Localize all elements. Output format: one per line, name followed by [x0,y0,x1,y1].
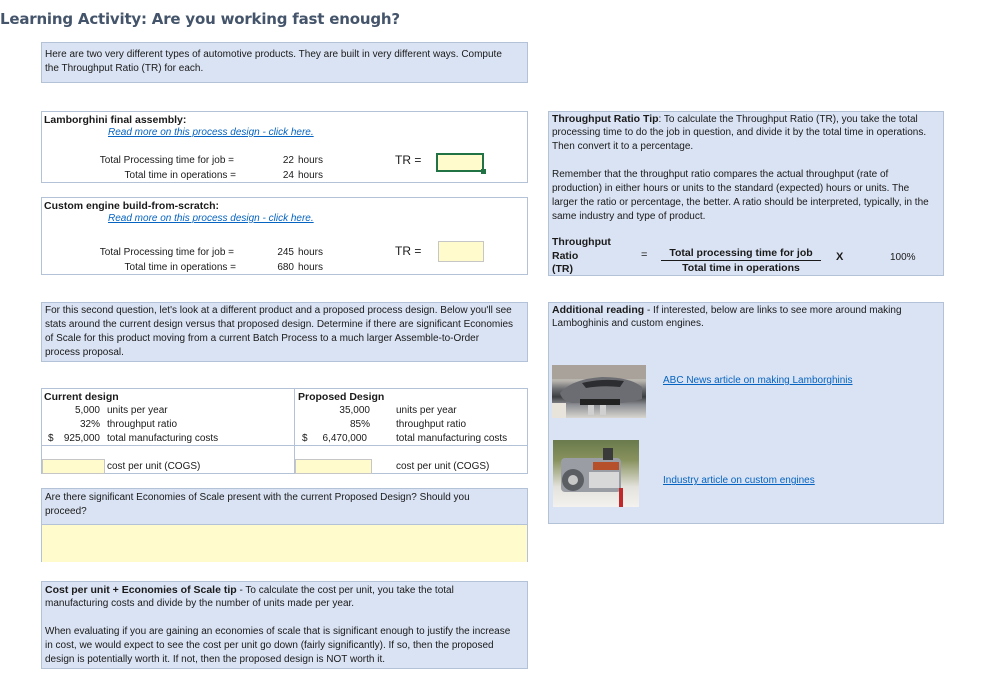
engine-tr-label: TR = [395,244,422,258]
page-title: Learning Activity: Are you working fast enough? [0,10,400,28]
lamborghini-operations-unit: hours [298,170,324,181]
lamborghini-photo[interactable] [552,365,646,418]
economies-question-box [41,488,528,562]
current-tr-label: throughput ratio [107,419,178,430]
economies-question-line-1: Are there significant Economies of Scale present with the current Proposed Design? Should you [45,492,470,503]
current-cost-symbol: $ [48,433,54,444]
second-question-line-3: of Scale for this product moving from a current Batch Process to a much larger Assemble-to-Order [45,333,480,344]
intro-line-2: the Throughput Ratio (TR) for each. [45,63,204,74]
current-design-heading: Current design [44,391,119,403]
throughput-tip-line-2: processing time to do the job in question, and divide it by the total time in operations. [552,127,927,138]
economies-question-line-2: proceed? [45,506,87,517]
lamborghini-heading: Lamborghini final assembly: [44,114,187,126]
formula-factor: 100% [890,252,916,263]
second-question-line-4: process proposal. [45,347,124,358]
additional-reading-line-1: - If interested, below are links to see more around making [644,305,902,316]
engine-operations-unit: hours [298,262,324,273]
current-cogs-label: cost per unit (COGS) [107,461,201,472]
additional-reading-line-2: Lamboghinis and custom engines. [552,318,704,329]
economies-answer-input[interactable] [42,524,527,562]
intro-box [41,42,528,83]
formula-lhs-line-1: Throughput [552,236,611,248]
engine-tr-input-cell[interactable] [438,241,484,262]
current-cost-label: total manufacturing costs [107,433,219,444]
throughput-tip-p2-line-1: Remember that the throughput ratio compares the actual throughput (rate of [552,169,889,180]
proposed-cogs-label: cost per unit (COGS) [396,461,490,472]
engine-processing-value: 245 [277,247,294,258]
proposed-cost-value: 6,470,000 [322,433,367,444]
proposed-units-value: 35,000 [339,405,370,416]
cost-tip-line-1: - To calculate the cost per unit, you take the total [236,585,454,596]
lamborghini-processing-unit: hours [298,155,324,166]
throughput-tip-p2-line-3: larger the ratio or percentage, the better. A ratio should be interpreted, typically, in the [552,197,929,208]
intro-line-1: Here are two very different types of automotive products. They are built in very different ways. Compute [45,49,502,60]
cost-tip-p2-line-3: design is potentially worth it. If not, then the proposed design is NOT worth it. [45,654,385,665]
engine-icon [553,440,639,507]
engine-operations-value: 680 [277,262,294,273]
formula-denominator: Total time in operations [682,262,800,274]
engine-section [41,197,528,275]
formula-numerator: Total processing time for job [661,247,821,261]
lamborghini-read-more-link[interactable]: Read more on this process design - click here. [108,127,314,138]
car-icon [552,365,646,418]
proposed-design-heading: Proposed Design [298,391,385,403]
design-comparison-table [41,388,528,474]
additional-reading-heading: Additional reading [552,304,645,316]
lamborghini-processing-label: Total Processing time for job = [99,155,234,166]
throughput-tip-line-3: Then convert it to a percentage. [552,141,694,152]
proposed-cost-label: total manufacturing costs [396,433,508,444]
cost-tip-p2-line-1: When evaluating if you are gaining an economies of scale that is significant enough to justify the increase [45,626,511,637]
engine-processing-label: Total Processing time for job = [99,247,234,258]
second-question-box [41,302,528,362]
cost-tip-p2-line-2: in cost, we would expect to see the cost per unit go down (fairly significantly). If so, then the proposed [45,640,494,651]
current-units-value: 5,000 [74,405,100,416]
engine-photo[interactable] [553,440,639,507]
proposed-tr-value: 85% [349,419,370,430]
engine-article-link[interactable]: Industry article on custom engines [663,475,815,486]
engine-processing-unit: hours [298,247,324,258]
lamborghini-operations-label: Total time in operations = [124,170,236,181]
formula-equals: = [641,249,648,261]
throughput-tip-p2-line-4: same industry and type of product. [552,211,706,222]
throughput-tip-line-1: : To calculate the Throughput Ratio (TR), you take the total [658,114,918,125]
lamborghini-tr-input-cell[interactable] [436,153,484,172]
proposed-units-label: units per year [396,405,457,416]
current-cogs-input-cell[interactable] [42,459,105,474]
lamborghini-operations-value: 24 [282,170,294,181]
proposed-tr-label: throughput ratio [396,419,467,430]
current-units-label: units per year [107,405,168,416]
proposed-cost-symbol: $ [302,433,308,444]
additional-reading-box [548,302,944,524]
throughput-tip-heading: Throughput Ratio Tip [552,113,659,125]
lamborghini-section [41,111,528,183]
cost-tip-line-2: manufacturing costs and divide by the number of units made per year. [45,598,355,609]
formula-times: X [836,251,844,263]
engine-read-more-link[interactable]: Read more on this process design - click here. [108,213,314,224]
lamborghini-processing-value: 22 [282,155,294,166]
lamborghini-tr-label: TR = [395,153,422,167]
proposed-cogs-input-cell[interactable] [295,459,372,474]
throughput-tip-p2-line-2: production) in either hours or units to the standard (expected) hours or units. The [552,183,910,194]
cost-tip-heading: Cost per unit + Economies of Scale tip [45,584,237,596]
cost-tip-box [41,581,528,669]
second-question-line-1: For this second question, let's look at a different product and a proposed process design. Below you'll see [45,305,512,316]
throughput-tip-box [548,111,944,276]
second-question-line-2: stats around the current design versus that proposed design. Determine if there are significant Economies [45,319,514,330]
engine-heading: Custom engine build-from-scratch: [44,200,220,212]
formula-lhs-line-2: Ratio [552,249,579,262]
formula-lhs [552,236,611,276]
formula-lhs-line-3: (TR) [552,263,573,275]
current-cost-value: 925,000 [63,433,100,444]
lamborghini-article-link[interactable]: ABC News article on making Lamborghinis [663,375,853,386]
current-tr-value: 32% [79,419,100,430]
engine-operations-label: Total time in operations = [124,262,236,273]
